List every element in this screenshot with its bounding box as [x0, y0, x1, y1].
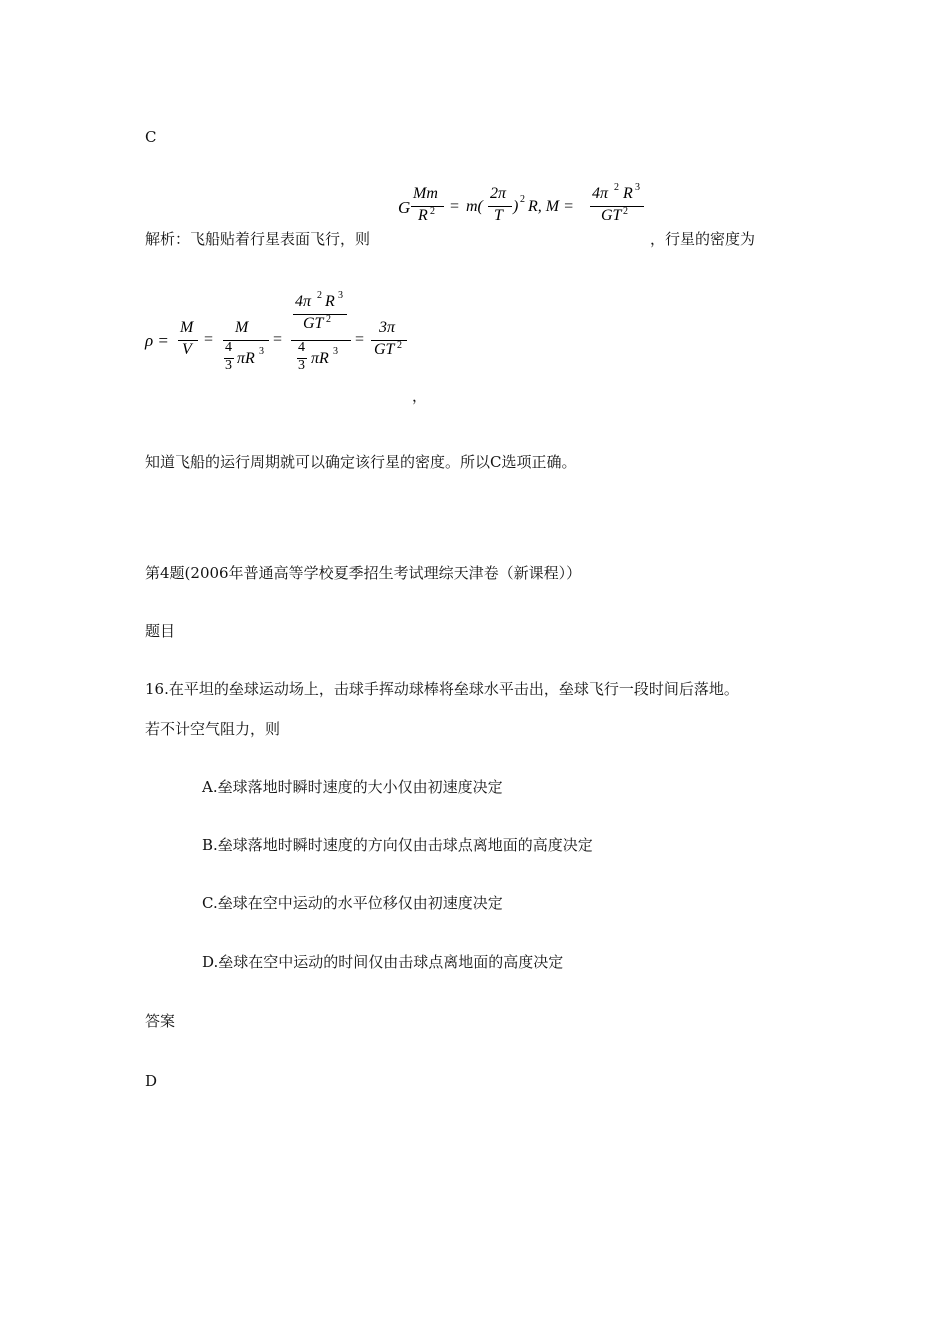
question-header: 第4题(2006年普通高等学校夏季招生考试理综天津卷（新课程）） [145, 564, 582, 582]
formula-denominator: T [494, 207, 503, 224]
formula-equals: = [355, 331, 365, 348]
formula-numerator: 2π [490, 185, 507, 202]
formula-numerator: 4π [295, 293, 312, 310]
answer-label: 答案 [145, 1012, 176, 1030]
formula-exponent: 3 [635, 182, 640, 193]
formula-denominator: V [182, 341, 192, 358]
formula-term: ρ = [145, 331, 169, 350]
analysis-conclusion: 知道飞船的运行周期就可以确定该行星的密度。所以C选项正确。 [145, 453, 577, 471]
question-stem-line2: 若不计空气阻力，则 [145, 720, 281, 738]
formula-denominator: R [418, 207, 428, 224]
formula-number: 3 [225, 358, 232, 373]
formula-exponent: 2 [326, 314, 331, 325]
formula-denominator: GT [601, 207, 622, 224]
formula-numerator: 3π [379, 319, 396, 336]
formula-trailing-comma: ， [412, 387, 428, 405]
answer-value: D [145, 1072, 158, 1090]
formula-numerator: Mm [413, 185, 438, 202]
formula-denominator: GT [303, 315, 324, 332]
formula-exponent: 3 [259, 346, 264, 357]
formula-exponent: 3 [333, 346, 338, 357]
formula-exponent: 2 [614, 182, 619, 193]
formula-exponent: 2 [520, 194, 525, 205]
option-c: C.垒球在空中运动的水平位移仅由初速度决定 [202, 894, 503, 912]
formula-exponent: 2 [397, 340, 402, 351]
formula-orbit-mass [398, 182, 658, 242]
question-stem-line1: 16.在平坦的垒球运动场上，击球手挥动球棒将垒球水平击出，垒球飞行一段时间后落地。 [145, 680, 739, 698]
analysis-suffix: ，行星的密度为 [650, 230, 756, 248]
formula-exponent: 2 [623, 206, 628, 217]
formula-paren: ) [513, 198, 519, 215]
formula-symbol: G [398, 198, 411, 217]
formula-exponent: 2 [430, 206, 435, 217]
formula-exponent: 2 [317, 290, 322, 301]
formula-exponent: 3 [338, 290, 343, 301]
formula-term: m( [466, 198, 483, 215]
formula-numerator: 4π [592, 185, 609, 202]
formula-term: πR [311, 350, 329, 367]
option-b: B.垒球落地时瞬时速度的方向仅由击球点离地面的高度决定 [202, 836, 593, 854]
formula-number: 4 [298, 340, 305, 355]
option-d: D.垒球在空中运动的时间仅由击球点离地面的高度决定 [202, 953, 564, 971]
question-label: 题目 [145, 622, 176, 640]
formula-numerator: M [180, 319, 194, 336]
formula-number: 4 [225, 340, 232, 355]
formula-equals: = [204, 331, 214, 348]
formula-number: 3 [298, 358, 305, 373]
formula-density [145, 290, 425, 390]
formula-equals: = [450, 198, 460, 215]
option-a: A.垒球落地时瞬时速度的大小仅由初速度决定 [202, 778, 503, 796]
formula-numerator: M [235, 319, 249, 336]
analysis-prefix: 解析：飞船贴着行星表面飞行，则 [145, 230, 371, 248]
previous-answer: C [145, 128, 157, 146]
formula-term: R, M = [528, 198, 574, 215]
formula-term: πR [237, 350, 255, 367]
formula-numerator: R [623, 185, 633, 202]
formula-numerator: R [325, 293, 335, 310]
formula-equals: = [273, 331, 283, 348]
formula-denominator: GT [374, 341, 395, 358]
